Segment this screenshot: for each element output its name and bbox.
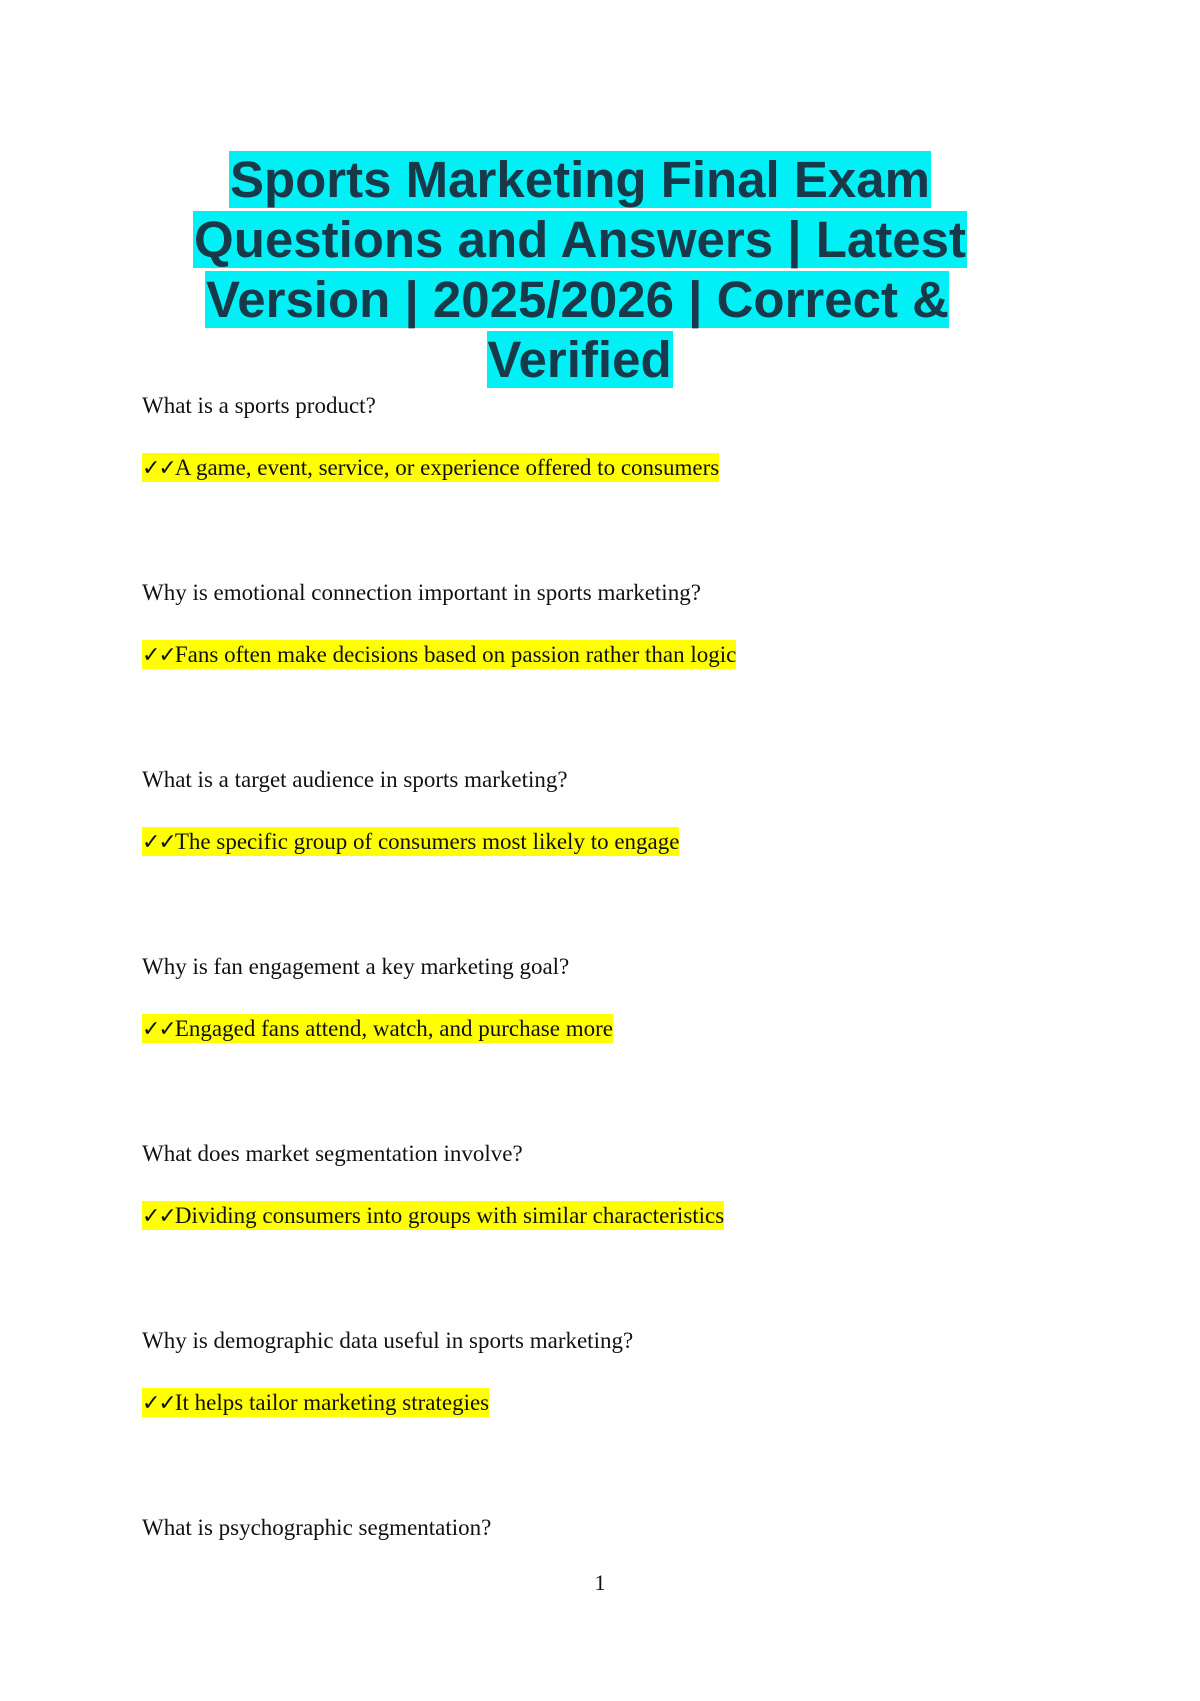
answer-text: It helps tailor marketing strategies: [174, 1390, 490, 1415]
document-title: [130, 150, 1030, 390]
qa-item: [142, 766, 1102, 953]
question-text: What is psychographic segmentation?: [142, 1515, 492, 1540]
answer-highlight: [142, 1388, 489, 1417]
title-line-1: Sports Marketing Final Exam: [229, 151, 930, 208]
qa-item: [142, 1327, 1102, 1514]
answer: [142, 1389, 1102, 1418]
answer-text: A game, event, service, or experience offered to consumers: [174, 455, 720, 480]
title-line-2: Questions and Answers | Latest: [194, 211, 966, 268]
answer-text: The specific group of consumers most likely to engage: [174, 829, 680, 854]
question-text: What is a sports product?: [142, 393, 376, 418]
answer-text: Dividing consumers into groups with similar characteristics: [174, 1203, 725, 1228]
double-check-icon: ✓✓: [142, 830, 175, 855]
page-number: 1: [594, 1570, 606, 1595]
title-line-3: Version | 2025/2026 | Correct & Verified: [206, 271, 949, 388]
question-text: Why is demographic data useful in sports marketing?: [142, 1328, 634, 1353]
question-text: Why is fan engagement a key marketing goal?: [142, 954, 570, 979]
qa-item: [142, 1514, 1102, 1701]
answer: [142, 454, 1102, 483]
answer-highlight: [142, 453, 719, 482]
answer: [142, 1202, 1102, 1231]
qa-item: [142, 953, 1102, 1140]
answer-highlight: [142, 827, 679, 856]
question-text: What is a target audience in sports marketing?: [142, 767, 568, 792]
answer: [142, 641, 1102, 670]
qa-item: [142, 579, 1102, 766]
answer: [142, 1015, 1102, 1044]
answer-highlight: [142, 1201, 724, 1230]
double-check-icon: ✓✓: [142, 1204, 175, 1229]
qa-item: [142, 1140, 1102, 1327]
answer-text: Engaged fans attend, watch, and purchase more: [174, 1016, 613, 1041]
double-check-icon: ✓✓: [142, 1017, 175, 1042]
question-text: What does market segmentation involve?: [142, 1141, 523, 1166]
double-check-icon: ✓✓: [142, 1391, 175, 1416]
answer-text: Fans often make decisions based on passion rather than logic: [174, 642, 737, 667]
answer-highlight: [142, 640, 736, 669]
answer-highlight: [142, 1014, 613, 1043]
double-check-icon: ✓✓: [142, 456, 175, 481]
double-check-icon: ✓✓: [142, 643, 175, 668]
qa-list: [142, 392, 1102, 1701]
answer: [142, 828, 1102, 857]
qa-item: [142, 392, 1102, 579]
question-text: Why is emotional connection important in sports marketing?: [142, 580, 701, 605]
